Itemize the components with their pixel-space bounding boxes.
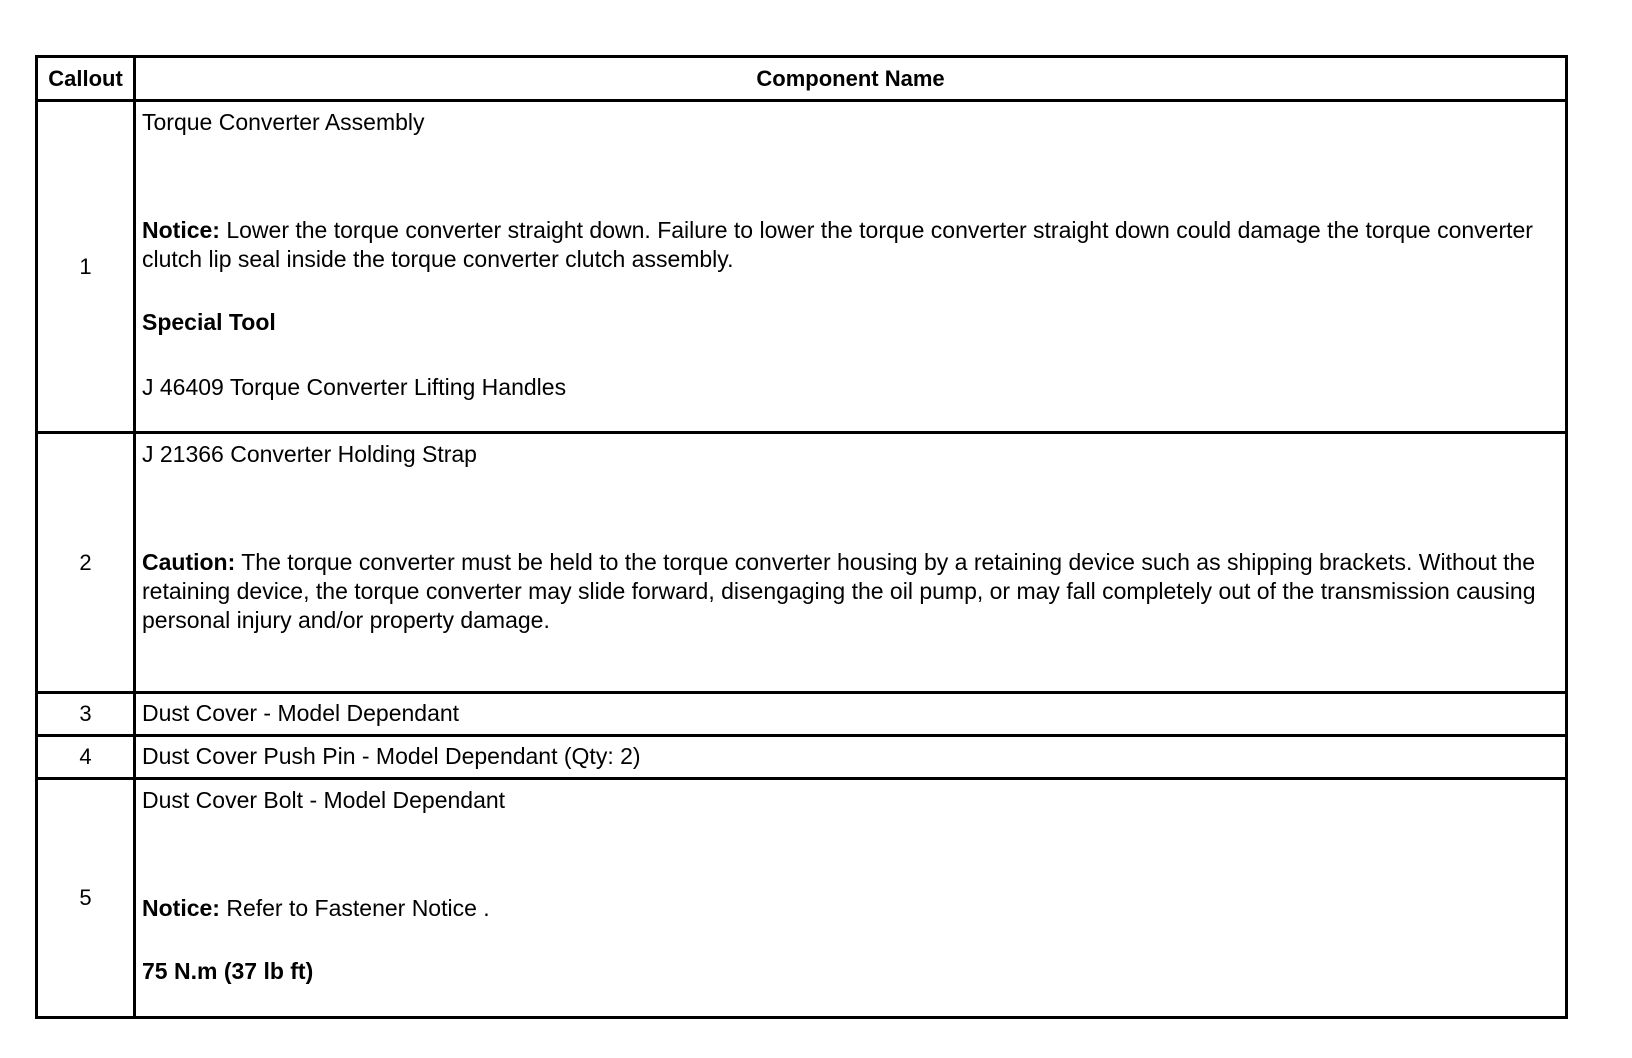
callout-number: 1 bbox=[38, 102, 136, 431]
callout-number: 5 bbox=[38, 780, 136, 1016]
component-cell bbox=[136, 694, 1565, 734]
component-cell bbox=[136, 780, 1565, 1016]
table-row bbox=[38, 691, 1565, 734]
callout-number: 3 bbox=[38, 694, 136, 734]
component-title: Dust Cover - Model Dependant bbox=[142, 700, 460, 726]
notice-paragraph bbox=[142, 216, 1559, 274]
callout-number: 2 bbox=[38, 434, 136, 691]
notice-text: Refer to Fastener Notice . bbox=[219, 895, 490, 921]
torque-spec: 75 N.m (37 lb ft) bbox=[142, 958, 314, 984]
table-row bbox=[38, 734, 1565, 777]
table-row bbox=[38, 431, 1565, 691]
notice-label: Notice: bbox=[142, 217, 220, 243]
notice-text: Lower the torque converter straight down. Failure to lower the torque converter straight down could damage the torque converter clutch lip seal inside the torque converter clutch assembly. bbox=[142, 217, 1533, 272]
table-row bbox=[38, 99, 1565, 431]
component-table bbox=[35, 55, 1568, 1019]
component-title: Dust Cover Bolt - Model Dependant bbox=[142, 787, 506, 813]
component-title: J 21366 Converter Holding Strap bbox=[142, 441, 477, 467]
caution-paragraph bbox=[142, 548, 1559, 635]
component-cell bbox=[136, 434, 1565, 691]
special-tool-label: Special Tool bbox=[142, 309, 276, 335]
callout-number: 4 bbox=[38, 737, 136, 777]
component-cell bbox=[136, 102, 1565, 431]
notice-label: Notice: bbox=[142, 895, 220, 921]
component-title: Torque Converter Assembly bbox=[142, 109, 425, 135]
callout-column-header: Callout bbox=[38, 58, 136, 99]
special-tool-name: J 46409 Torque Converter Lifting Handles bbox=[142, 374, 567, 400]
table-header-row bbox=[38, 58, 1565, 99]
caution-text: The torque converter must be held to the torque converter housing by a retaining device such as shipping brackets. Without the retaining device, the torque converter may slide forward, disengaging the oil pump, or may fall completely out of the transmission causing personal injury and/or property damage. bbox=[142, 549, 1536, 633]
notice-paragraph bbox=[142, 894, 1559, 923]
component-title: Dust Cover Push Pin - Model Dependant (Qty: 2) bbox=[142, 743, 641, 769]
table-row bbox=[38, 777, 1565, 1016]
caution-label: Caution: bbox=[142, 549, 236, 575]
component-cell bbox=[136, 737, 1565, 777]
component-name-column-header: Component Name bbox=[756, 66, 945, 91]
